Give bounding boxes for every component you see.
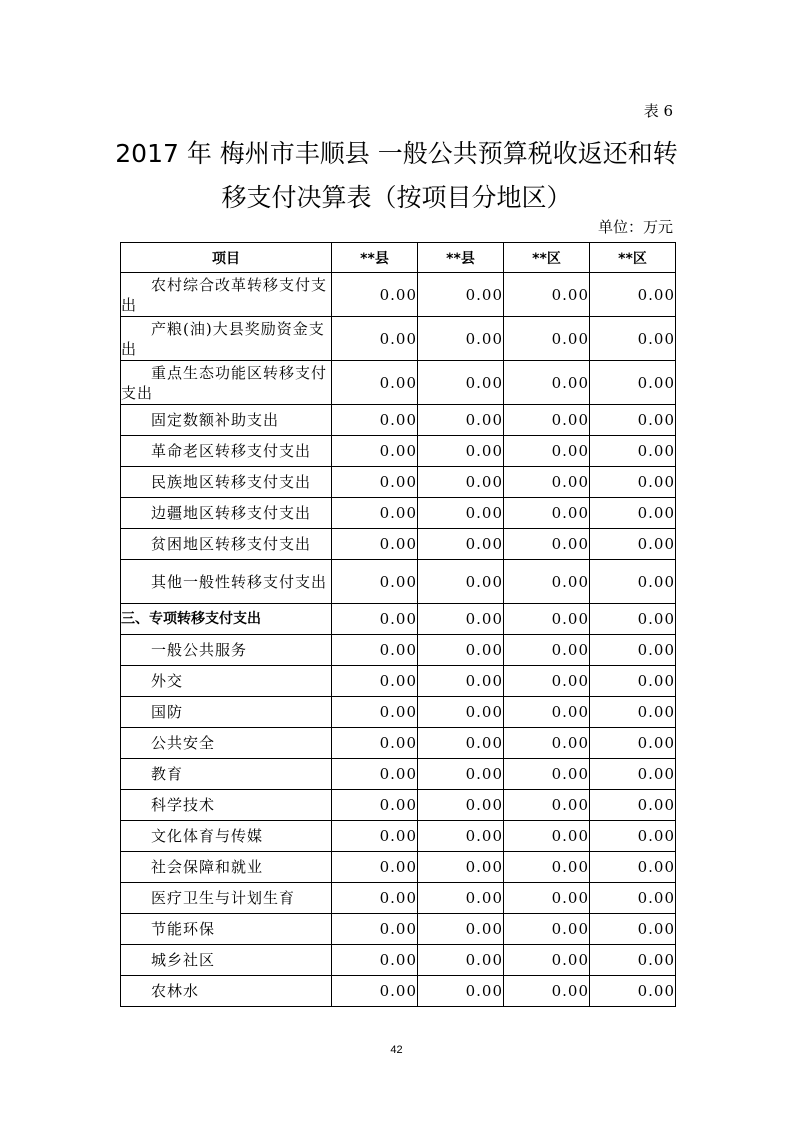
cell-value: 0.00 <box>418 976 504 1007</box>
cell-value: 0.00 <box>590 273 676 317</box>
table-row <box>121 635 676 666</box>
table-row <box>121 821 676 852</box>
cell-value: 0.00 <box>418 467 504 498</box>
table-row <box>121 273 676 317</box>
cell-value: 0.00 <box>332 604 418 635</box>
cell-value: 0.00 <box>504 728 590 759</box>
cell-value: 0.00 <box>504 945 590 976</box>
cell-value: 0.00 <box>504 852 590 883</box>
row-label: 社会保障和就业 <box>121 852 332 883</box>
row-label: 革命老区转移支付支出 <box>121 436 332 467</box>
cell-value: 0.00 <box>418 604 504 635</box>
cell-value: 0.00 <box>590 976 676 1007</box>
cell-value: 0.00 <box>504 273 590 317</box>
cell-value: 0.00 <box>590 529 676 560</box>
cell-value: 0.00 <box>590 852 676 883</box>
cell-value: 0.00 <box>332 467 418 498</box>
row-label: 产粮(油)大县奖励资金支出 <box>121 317 332 361</box>
table-row <box>121 560 676 604</box>
cell-value: 0.00 <box>504 560 590 604</box>
table-row <box>121 361 676 405</box>
cell-value: 0.00 <box>332 914 418 945</box>
title-line-1: 2017 年 梅州市丰顺县 一般公共预算税收返还和转 <box>115 139 678 168</box>
cell-value: 0.00 <box>418 821 504 852</box>
cell-value: 0.00 <box>504 976 590 1007</box>
cell-value: 0.00 <box>590 666 676 697</box>
cell-value: 0.00 <box>418 914 504 945</box>
row-label: 国防 <box>121 697 332 728</box>
cell-value: 0.00 <box>418 405 504 436</box>
row-label: 教育 <box>121 759 332 790</box>
cell-value: 0.00 <box>504 405 590 436</box>
cell-value: 0.00 <box>590 697 676 728</box>
row-label: 贫困地区转移支付支出 <box>121 529 332 560</box>
cell-value: 0.00 <box>418 529 504 560</box>
cell-value: 0.00 <box>332 405 418 436</box>
table-row <box>121 945 676 976</box>
row-label: 一般公共服务 <box>121 635 332 666</box>
cell-value: 0.00 <box>590 467 676 498</box>
cell-value: 0.00 <box>418 317 504 361</box>
cell-value: 0.00 <box>332 273 418 317</box>
cell-value: 0.00 <box>590 790 676 821</box>
table-row <box>121 759 676 790</box>
column-header-district-2: **区 <box>590 243 676 273</box>
cell-value: 0.00 <box>418 498 504 529</box>
cell-value: 0.00 <box>332 436 418 467</box>
cell-value: 0.00 <box>332 976 418 1007</box>
cell-value: 0.00 <box>504 883 590 914</box>
unit-label: 单位：万元 <box>597 218 673 236</box>
cell-value: 0.00 <box>418 273 504 317</box>
cell-value: 0.00 <box>332 790 418 821</box>
title-line-2: 移支付决算表（按项目分地区） <box>221 183 572 212</box>
cell-value: 0.00 <box>332 361 418 405</box>
table-row <box>121 467 676 498</box>
cell-value: 0.00 <box>504 361 590 405</box>
cell-value: 0.00 <box>332 728 418 759</box>
cell-value: 0.00 <box>332 560 418 604</box>
page-title <box>0 132 793 220</box>
row-label: 其他一般性转移支付支出 <box>121 560 332 604</box>
cell-value: 0.00 <box>332 697 418 728</box>
cell-value: 0.00 <box>332 883 418 914</box>
row-label: 农村综合改革转移支付支出 <box>121 273 332 317</box>
table-row <box>121 883 676 914</box>
cell-value: 0.00 <box>418 790 504 821</box>
table-row <box>121 529 676 560</box>
row-label: 科学技术 <box>121 790 332 821</box>
cell-value: 0.00 <box>504 790 590 821</box>
cell-value: 0.00 <box>590 498 676 529</box>
row-label: 医疗卫生与计划生育 <box>121 883 332 914</box>
cell-value: 0.00 <box>590 436 676 467</box>
cell-value: 0.00 <box>590 361 676 405</box>
table-row <box>121 697 676 728</box>
cell-value: 0.00 <box>418 945 504 976</box>
table-row <box>121 914 676 945</box>
table-row <box>121 317 676 361</box>
row-label: 边疆地区转移支付支出 <box>121 498 332 529</box>
row-label: 重点生态功能区转移支付支出 <box>121 361 332 405</box>
cell-value: 0.00 <box>418 560 504 604</box>
cell-value: 0.00 <box>590 560 676 604</box>
cell-value: 0.00 <box>504 498 590 529</box>
table-number: 表 6 <box>643 102 673 120</box>
cell-value: 0.00 <box>590 317 676 361</box>
cell-value: 0.00 <box>418 666 504 697</box>
cell-value: 0.00 <box>332 759 418 790</box>
column-header-county-1: **县 <box>332 243 418 273</box>
table-row <box>121 852 676 883</box>
cell-value: 0.00 <box>418 361 504 405</box>
row-label: 农林水 <box>121 976 332 1007</box>
cell-value: 0.00 <box>332 317 418 361</box>
row-label: 外交 <box>121 666 332 697</box>
cell-value: 0.00 <box>418 635 504 666</box>
cell-value: 0.00 <box>590 604 676 635</box>
cell-value: 0.00 <box>332 852 418 883</box>
cell-value: 0.00 <box>504 529 590 560</box>
table-row <box>121 498 676 529</box>
cell-value: 0.00 <box>504 436 590 467</box>
page-number: 42 <box>390 1044 403 1056</box>
cell-value: 0.00 <box>418 697 504 728</box>
table-row <box>121 666 676 697</box>
cell-value: 0.00 <box>590 945 676 976</box>
cell-value: 0.00 <box>504 697 590 728</box>
cell-value: 0.00 <box>504 604 590 635</box>
cell-value: 0.00 <box>590 883 676 914</box>
cell-value: 0.00 <box>504 317 590 361</box>
cell-value: 0.00 <box>418 728 504 759</box>
row-label: 城乡社区 <box>121 945 332 976</box>
cell-value: 0.00 <box>590 635 676 666</box>
column-header-item: 项目 <box>121 243 332 273</box>
table-header-row <box>121 243 676 273</box>
cell-value: 0.00 <box>504 635 590 666</box>
column-header-county-2: **县 <box>418 243 504 273</box>
cell-value: 0.00 <box>590 914 676 945</box>
cell-value: 0.00 <box>332 945 418 976</box>
cell-value: 0.00 <box>590 728 676 759</box>
cell-value: 0.00 <box>590 759 676 790</box>
cell-value: 0.00 <box>504 821 590 852</box>
row-label: 公共安全 <box>121 728 332 759</box>
section-label: 三、专项转移支付支出 <box>121 604 332 635</box>
budget-table <box>120 242 676 1007</box>
cell-value: 0.00 <box>332 529 418 560</box>
cell-value: 0.00 <box>504 666 590 697</box>
table-row <box>121 436 676 467</box>
table-row-section-header <box>121 604 676 635</box>
cell-value: 0.00 <box>504 759 590 790</box>
cell-value: 0.00 <box>418 436 504 467</box>
table-row <box>121 976 676 1007</box>
table-row <box>121 790 676 821</box>
cell-value: 0.00 <box>504 914 590 945</box>
cell-value: 0.00 <box>418 852 504 883</box>
column-header-district-1: **区 <box>504 243 590 273</box>
cell-value: 0.00 <box>332 498 418 529</box>
cell-value: 0.00 <box>504 467 590 498</box>
row-label: 文化体育与传媒 <box>121 821 332 852</box>
cell-value: 0.00 <box>332 635 418 666</box>
cell-value: 0.00 <box>590 821 676 852</box>
cell-value: 0.00 <box>332 666 418 697</box>
cell-value: 0.00 <box>418 759 504 790</box>
row-label: 民族地区转移支付支出 <box>121 467 332 498</box>
row-label: 节能环保 <box>121 914 332 945</box>
cell-value: 0.00 <box>590 405 676 436</box>
table-row <box>121 728 676 759</box>
cell-value: 0.00 <box>332 821 418 852</box>
table-row <box>121 405 676 436</box>
cell-value: 0.00 <box>418 883 504 914</box>
row-label: 固定数额补助支出 <box>121 405 332 436</box>
